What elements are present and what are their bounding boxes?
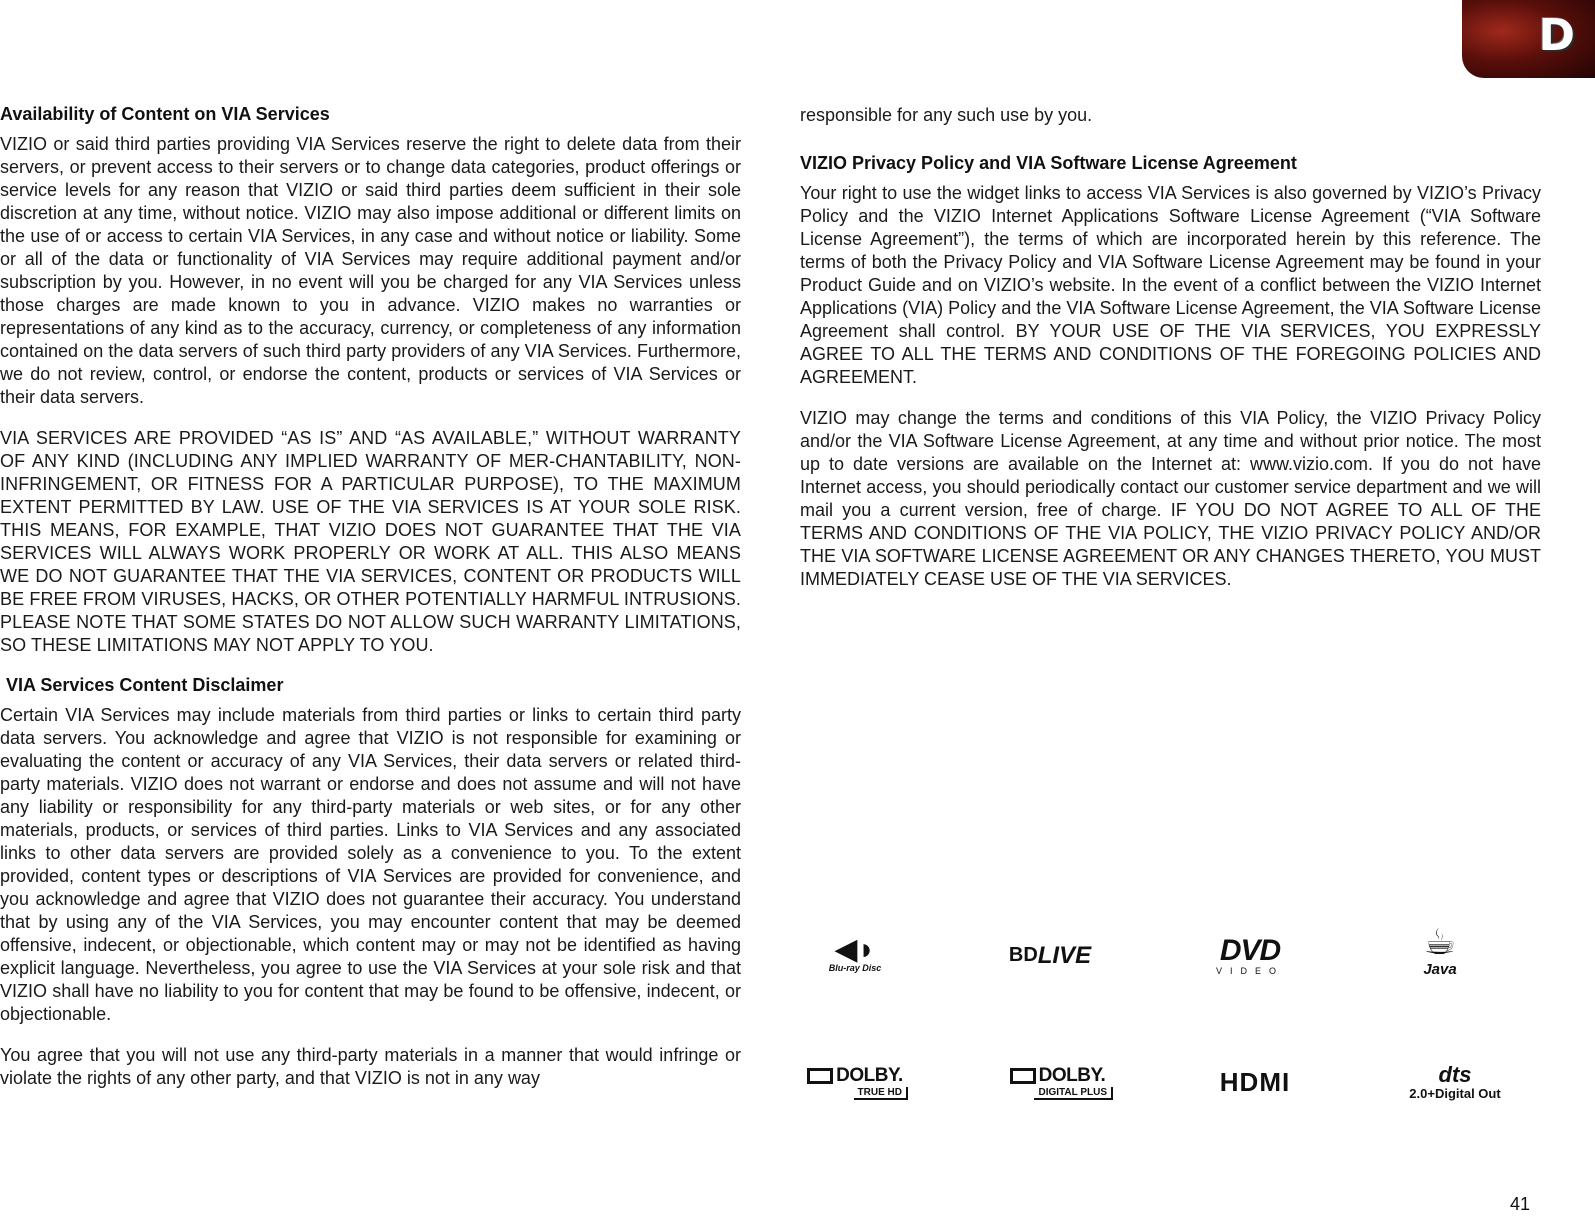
dolby-truehd-logo: DOLBY. TRUE HD	[800, 1060, 910, 1104]
dts-logo: dts 2.0+Digital Out	[1409, 1061, 1501, 1101]
heading-privacy-policy: VIZIO Privacy Policy and VIA Software License Agreement	[800, 153, 1297, 173]
right-column	[800, 104, 1541, 609]
dolby-icon	[807, 1068, 833, 1084]
certification-logos	[800, 920, 1540, 1140]
java-cup-icon: ☕	[1423, 920, 1457, 962]
paragraph-changes: VIZIO may change the terms and conditions of this VIA Policy, the VIZIO Privacy Policy and/or the VIA Software License Agreement, at any time and without prior notice. The most up to date versions are available on the Internet at: www.vizio.com. If you do not have Internet access, you should periodically contact our customer service department and we will mail you a current version, free of charge. IF YOU DO NOT AGREE TO ALL OF THE TERMS AND CONDITIONS OF THE VIA POLICY, THE VIZIO PRIVACY POLICY AND/OR THE VIA SOFTWARE LICENSE AGREEMENT OR ANY CHANGES THERETO, YOU MUST IMMEDIATELY CEASE USE OF THE VIA SERVICES.	[800, 408, 1541, 589]
page-number: 41	[1510, 1194, 1531, 1214]
dolby-icon	[1010, 1068, 1036, 1084]
bluray-logo: ◀◗ Blu-ray Disc	[828, 933, 882, 973]
paragraph-third-party: You agree that you will not use any third-party materials in a manner that would infringe or violate the rights of any other party, and that VIZIO is not in any way	[0, 1045, 741, 1088]
chapter-tab	[1462, 0, 1595, 78]
paragraph-privacy: Your right to use the widget links to access VIA Services is also governed by VIZIO’s Privacy Policy and the VIZIO Internet Applications Software License Agreement (“VIA Software License Agreement”), the terms of which are incorporated herein by this reference. The terms of both the Privacy Policy and VIA Software License Agreement may be found in your Product Guide and on VIZIO’s website. In the event of a conflict between the VIZIO Internet Applications (VIA) Policy and the VIA Software License Agreement, the VIA Software License Agreement shall control. BY YOUR USE OF THE VIA SERVICES, YOU EXPRESSLY AGREE TO ALL THE TERMS AND CONDITIONS OF THE FOREGOING POLICIES AND AGREEMENT.	[800, 183, 1541, 387]
heading-availability: Availability of Content on VIA Services	[0, 104, 330, 124]
paragraph-availability: VIZIO or said third parties providing VIA Services reserve the right to delete data from their servers, or prevent access to their servers or to change data categories, product offerings or service levels for any reason that VIZIO or said third parties deem sufficient in their sole discretion at any time, without notice. VIZIO may also impose additional or different limits on the use of or access to certain VIA Services, in any case and without notice or liability. Some or all of the data or functionality of VIA Services may require additional payment and/or subscription by you. However, in no event will you be charged for any VIA Services unless those charges are made known to you in advance. VIZIO makes no warranties or representations of any kind as to the accuracy, currency, or completeness of any information contained on the data servers of such third party providers of any VIA Services. Furthermore, we do not review, control, or endorse the content, products or services of VIA Services or their data servers.	[0, 134, 741, 407]
dvd-video-logo: DVD VIDEO	[1215, 934, 1284, 976]
left-column	[0, 104, 741, 1108]
heading-content-disclaimer: VIA Services Content Disclaimer	[6, 675, 284, 695]
paragraph-continuation: responsible for any such use by you.	[800, 105, 1093, 125]
paragraph-warranty: VIA SERVICES ARE PROVIDED “AS IS” AND “AS AVAILABLE,” WITHOUT WARRANTY OF ANY KIND (INCLUDING ANY IMPLIED WARRANTY OF MER-CHANTABILITY, NON-INFRINGEMENT, OR FITNESS FOR A PARTICULAR PURPOSE), TO THE MAXIMUM EXTENT PERMITTED BY LAW. USE OF THE VIA SERVICES IS AT YOUR SOLE RISK. THIS MEANS, FOR EXAMPLE, THAT VIZIO DOES NOT GUARANTEE THAT THE VIA SERVICES WILL ALWAYS WORK PROPERLY OR WORK AT ALL. THIS ALSO MEANS WE DO NOT GUARANTEE THAT THE VIA SERVICES, CONTENT OR PRODUCTS WILL BE FREE FROM VIRUSES, HACKS, OR OTHER POTENTIALLY HARMFUL INTRUSIONS. PLEASE NOTE THAT SOME STATES DO NOT ALLOW SUCH WARRANTY LIMITATIONS, SO THESE LIMITATIONS MAY NOT APPLY TO YOU.	[0, 428, 741, 655]
paragraph-disclaimer: Certain VIA Services may include materials from third parties or links to certain third party data servers. You acknowledge and agree that VIZIO is not responsible for examining or evaluating the content or accuracy of any VIA Services, their data servers or related third-party materials. VIZIO does not warrant or endorse and does not assume and will not have any liability or responsibility for any third-party materials or web sites, or for any other materials, products, or services of third parties. Links to VIA Services and any associated links to other data servers are provided solely as a convenience to you. To the extent provided, content types or descriptions of VIA Services are provided for convenience, and you acknowledge and agree that VIZIO does not guarantee their accuracy. You understand that by using any of the VIA Services, you may encounter content that may be deemed offensive, indecent, or objectionable, which content may or may not be identified as having explicit language. Nevertheless, you agree to use the VIA Services at your sole risk and that VIZIO shall have no liability to you for content that may be found to be offensive, indecent, or objectionable.	[0, 705, 741, 1024]
chapter-letter: D	[1538, 10, 1575, 61]
hdmi-logo: HDMI	[1219, 1066, 1291, 1097]
bd-live-logo: BD LIVE	[1008, 941, 1092, 969]
dolby-digital-plus-logo: DOLBY. DIGITAL PLUS	[1000, 1060, 1115, 1104]
java-logo: ☕ Java	[1423, 920, 1457, 978]
bluray-disc-icon: ◀◗	[834, 933, 876, 966]
